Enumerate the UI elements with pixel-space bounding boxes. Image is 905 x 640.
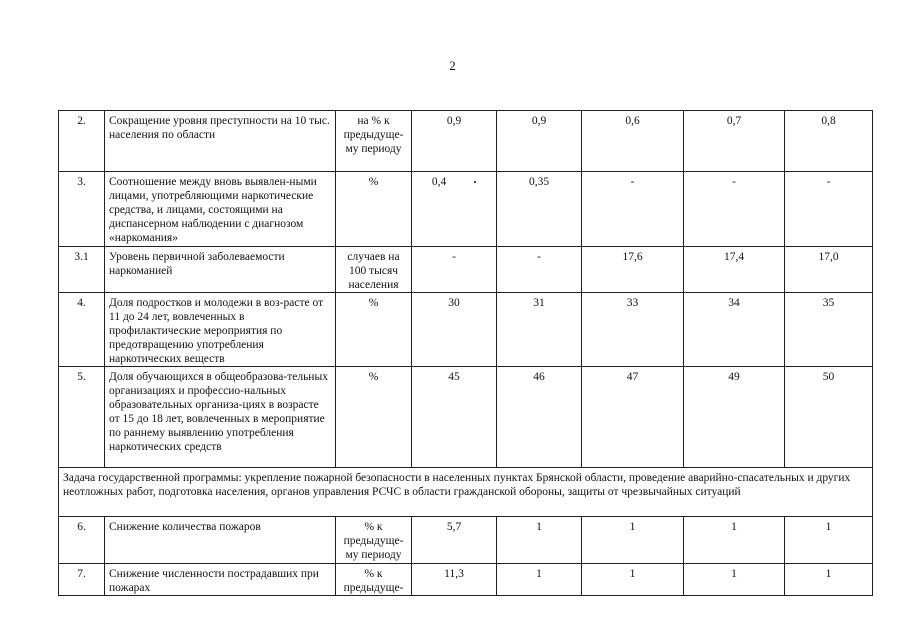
unit-cell: %	[336, 293, 412, 367]
unit-cell: %	[336, 172, 412, 247]
value-cell: 46	[497, 367, 582, 468]
indicators-table	[58, 110, 873, 596]
value-cell: 17,6	[582, 247, 684, 293]
indicator-name: Снижение численности пострадавших при пожарах	[105, 564, 336, 596]
value-cell: 1	[497, 564, 582, 596]
unit-cell: случаев на 100 тысяч населения	[336, 247, 412, 293]
page-number: 2	[449, 58, 456, 73]
value-cell: 0,9	[497, 111, 582, 172]
table-row	[59, 293, 873, 367]
value-cell: 0,35	[497, 172, 582, 247]
table-row	[59, 111, 873, 172]
row-number: 7.	[59, 564, 105, 596]
value-cell: 45	[412, 367, 497, 468]
unit-cell: % к предыдуще-му периоду	[336, 517, 412, 564]
value-cell	[412, 172, 497, 247]
row-number: 5.	[59, 367, 105, 468]
indicator-name: Соотношение между вновь выявлен-ными лицами, употребляющими наркотические средства, и лицами, состоящими на диспансерном наблюдении с диагнозом «наркомания»	[105, 172, 336, 247]
value-cell: 1	[582, 564, 684, 596]
table-row	[59, 564, 873, 596]
row-number: 3.	[59, 172, 105, 247]
table-row	[59, 172, 873, 247]
value-cell: -	[497, 247, 582, 293]
value-cell: 50	[785, 367, 873, 468]
value-cell: 1	[497, 517, 582, 564]
unit-cell: % к предыдуще-	[336, 564, 412, 596]
program-task-text: Задача государственной программы: укрепление пожарной безопасности в населенных пунктах Брянской области, проведение аварийно-спасательных и других неотложных работ, подготовка населения, органов управления РСЧС в области гражданской обороны, защиты от чрезвычайных ситуаций	[59, 468, 873, 517]
value-cell: 30	[412, 293, 497, 367]
value-cell: 0,7	[684, 111, 785, 172]
table-row	[59, 517, 873, 564]
value-cell: 34	[684, 293, 785, 367]
value-cell: 31	[497, 293, 582, 367]
row-number: 2.	[59, 111, 105, 172]
indicator-name: Снижение количества пожаров	[105, 517, 336, 564]
row-number: 6.	[59, 517, 105, 564]
unit-cell: %	[336, 367, 412, 468]
row-number: 4.	[59, 293, 105, 367]
value-cell: -	[412, 247, 497, 293]
unit-cell: на % к предыдуще-му периоду	[336, 111, 412, 172]
value-cell: 1	[582, 517, 684, 564]
value-cell: 1	[684, 564, 785, 596]
row-number: 3.1	[59, 247, 105, 293]
value-cell: -	[785, 172, 873, 247]
table-row	[59, 247, 873, 293]
value-cell: 47	[582, 367, 684, 468]
value-cell: -	[684, 172, 785, 247]
indicator-name: Доля подростков и молодежи в воз-расте от 11 до 24 лет, вовлеченных в профилактические мероприятия по предотвращению употребления наркотических веществ	[105, 293, 336, 367]
value-cell: 1	[785, 564, 873, 596]
indicator-name: Сокращение уровня преступности на 10 тыс. населения по области	[105, 111, 336, 172]
value-cell: 0,6	[582, 111, 684, 172]
value-cell: 0,9	[412, 111, 497, 172]
value-cell: -	[582, 172, 684, 247]
value-cell: 0,8	[785, 111, 873, 172]
table-row	[59, 367, 873, 468]
indicator-name: Доля обучающихся в общеобразова-тельных организациях и профессио-нальных образовательных организа-циях в возрасте от 15 до 18 лет, вовлеченных в мероприятие по раннему выявлению употребления наркотических средств	[105, 367, 336, 468]
value-cell: 1	[785, 517, 873, 564]
value-cell: 5,7	[412, 517, 497, 564]
value-cell: 35	[785, 293, 873, 367]
value-cell: 17,0	[785, 247, 873, 293]
value-cell: 11,3	[412, 564, 497, 596]
value-cell: 49	[684, 367, 785, 468]
value-cell: 33	[582, 293, 684, 367]
value-cell: 1	[684, 517, 785, 564]
task-row	[59, 468, 873, 517]
value-cell: 17,4	[684, 247, 785, 293]
indicator-name: Уровень первичной заболеваемости наркоманией	[105, 247, 336, 293]
scan-speck	[474, 181, 476, 183]
value-text: 0,4	[431, 176, 447, 188]
